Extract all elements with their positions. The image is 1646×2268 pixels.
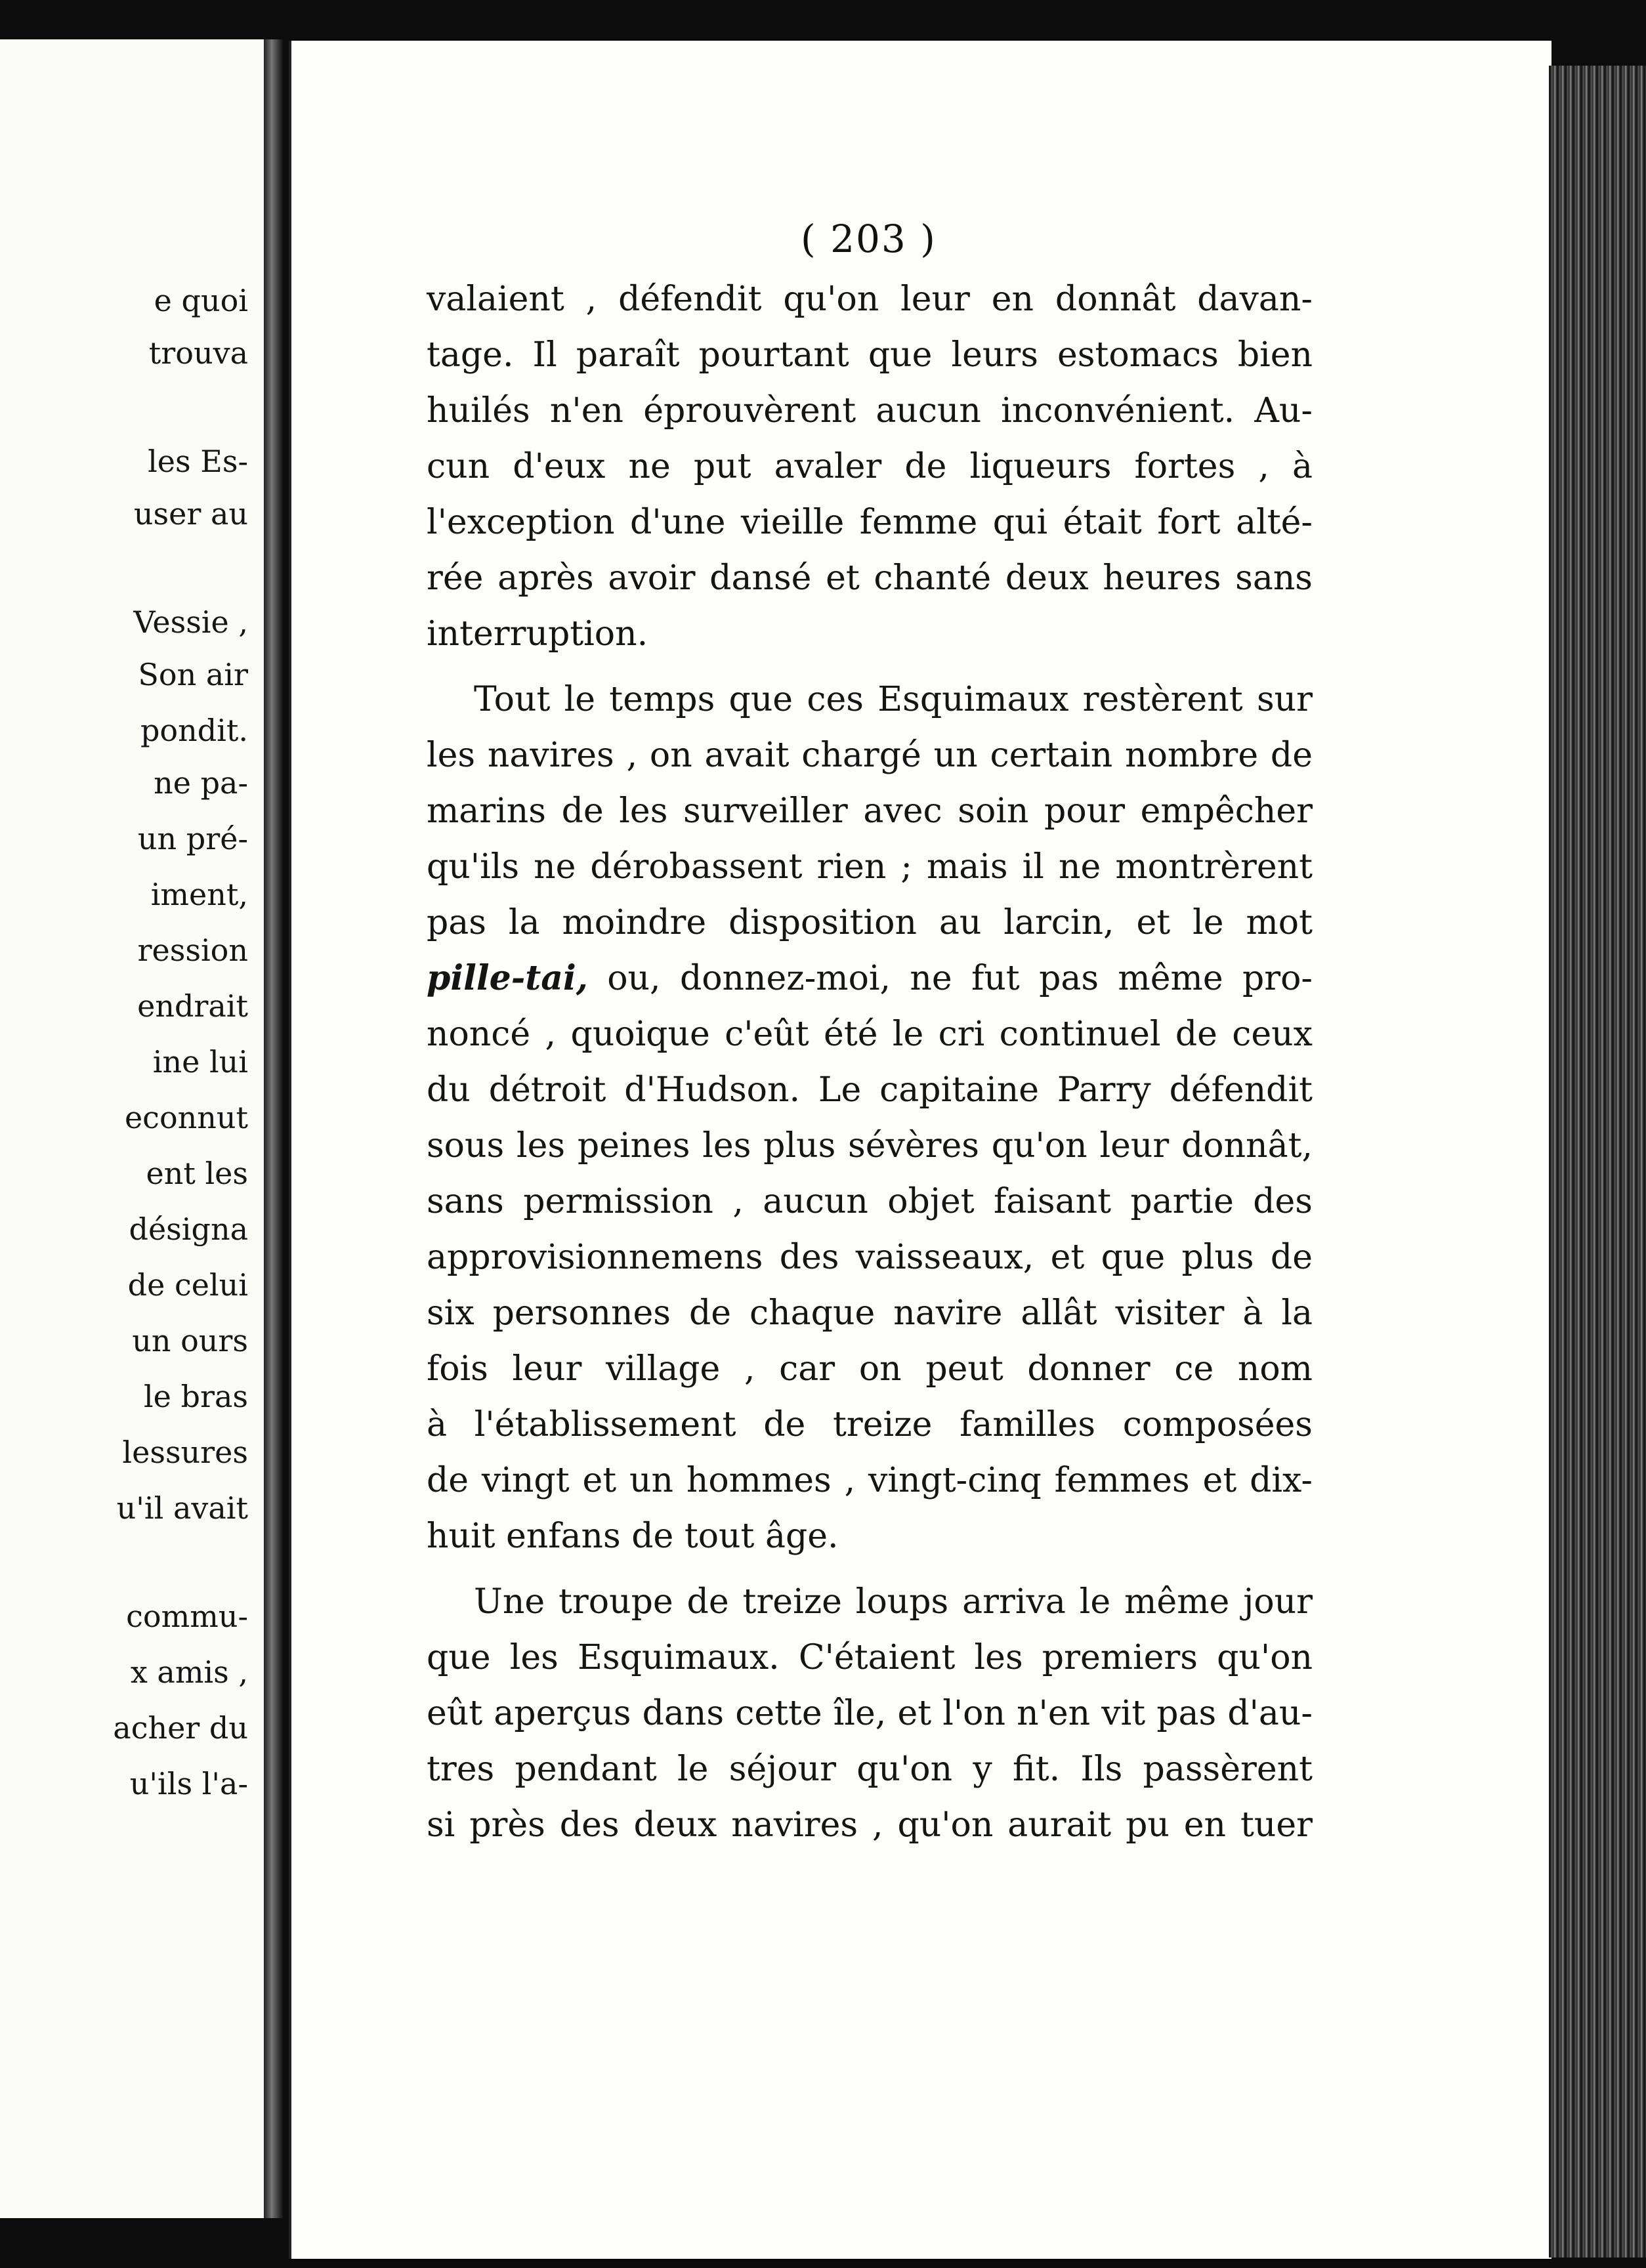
text-line: fois leur village , car on peut donner ce nom xyxy=(427,1349,1313,1389)
text-line: rée après avoir dansé et chanté deux heures sans xyxy=(427,558,1313,598)
left-page-line: u'ils l'a- xyxy=(129,1766,248,1801)
left-page-line: trouva xyxy=(148,335,248,371)
text-line: marins de les surveiller avec soin pour empêcher xyxy=(427,791,1313,831)
left-page-line: ine lui xyxy=(152,1044,248,1080)
text-line: les navires , on avait chargé un certain nombre de xyxy=(427,736,1313,775)
text-fragment: ou, donnez-moi, ne fut pas même pro- xyxy=(607,959,1313,998)
text-line: tres pendant le séjour qu'on y fit. Ils passèrent xyxy=(427,1750,1313,1789)
book-gutter xyxy=(264,39,284,2218)
text-line: sous les peines les plus sévères qu'on leur donnât, xyxy=(427,1126,1313,1166)
left-page-line: u'il avait xyxy=(116,1490,248,1526)
left-page-line: econnut xyxy=(124,1100,248,1135)
left-page-line: Vessie , xyxy=(133,604,248,640)
text-line: Une troupe de treize loups arriva le même jour xyxy=(474,1582,1313,1622)
text-line: approvisionnemens des vaisseaux, et que plus de xyxy=(427,1238,1313,1277)
text-line: valaient , défendit qu'on leur en donnât davan- xyxy=(427,280,1313,319)
left-page-line: le bras xyxy=(143,1379,248,1414)
text-line: noncé , quoique c'eût été le cri continuel de ceux xyxy=(427,1015,1313,1054)
left-page-line: iment, xyxy=(150,877,248,912)
text-line: du détroit d'Hudson. Le capitaine Parry défendit xyxy=(427,1070,1313,1110)
text-line: huit enfans de tout âge. xyxy=(427,1517,839,1556)
left-page-line: commu- xyxy=(126,1599,248,1634)
left-page-line: Son air xyxy=(138,657,248,692)
left-page-line: acher du xyxy=(113,1710,248,1746)
left-page-line: ne pa- xyxy=(154,765,248,801)
left-page-line: désigna xyxy=(129,1211,248,1247)
page-number: ( 203 ) xyxy=(801,217,937,261)
text-line-emphasis xyxy=(427,958,1313,998)
left-page-line: pondit. xyxy=(140,713,248,748)
text-line: à l'établissement de treize familles composées xyxy=(427,1405,1313,1444)
left-page-line: ent les xyxy=(146,1156,248,1191)
left-page-line: e quoi xyxy=(154,283,248,318)
text-line: cun d'eux ne put avaler de liqueurs fortes , à xyxy=(427,447,1313,486)
text-line: eût aperçus dans cette île, et l'on n'en vit pas d'au- xyxy=(427,1694,1313,1733)
left-page-line: un ours xyxy=(132,1323,248,1358)
text-line: l'exception d'une vieille femme qui était fort alté- xyxy=(427,503,1313,542)
left-page-line: un pré- xyxy=(137,821,248,856)
text-line: si près des deux navires , qu'on aurait pu en tuer xyxy=(427,1805,1313,1845)
text-line: de vingt et un hommes , vingt-cinq femmes et dix- xyxy=(427,1461,1313,1500)
text-line: pas la moindre disposition au larcin, et le mot xyxy=(427,903,1313,942)
text-line: qu'ils ne dérobassent rien ; mais il ne montrèrent xyxy=(427,847,1313,887)
left-page-line: x amis , xyxy=(130,1654,248,1690)
left-page-line: ression xyxy=(137,933,248,968)
text-line: que les Esquimaux. C'étaient les premiers qu'on xyxy=(427,1638,1313,1677)
italic-term: pille-tai, xyxy=(427,958,588,998)
text-line: sans permission , aucun objet faisant partie des xyxy=(427,1182,1313,1221)
text-line: tage. Il paraît pourtant que leurs estomacs bien xyxy=(427,335,1313,375)
left-page-line: lessures xyxy=(122,1435,248,1470)
page-edges xyxy=(1549,66,1646,2258)
text-line: interruption. xyxy=(427,614,648,654)
left-page xyxy=(0,39,273,2218)
text-line: huilés n'en éprouvèrent aucun inconvénient. Au- xyxy=(427,391,1313,430)
left-page-line: de celui xyxy=(127,1267,248,1303)
text-line: six personnes de chaque navire allât visiter à la xyxy=(427,1293,1313,1333)
left-page-line: endrait xyxy=(137,988,248,1024)
left-page-line: les Es- xyxy=(148,444,248,479)
text-line: Tout le temps que ces Esquimaux restèrent sur xyxy=(474,680,1313,719)
left-page-line: user au xyxy=(133,496,248,532)
